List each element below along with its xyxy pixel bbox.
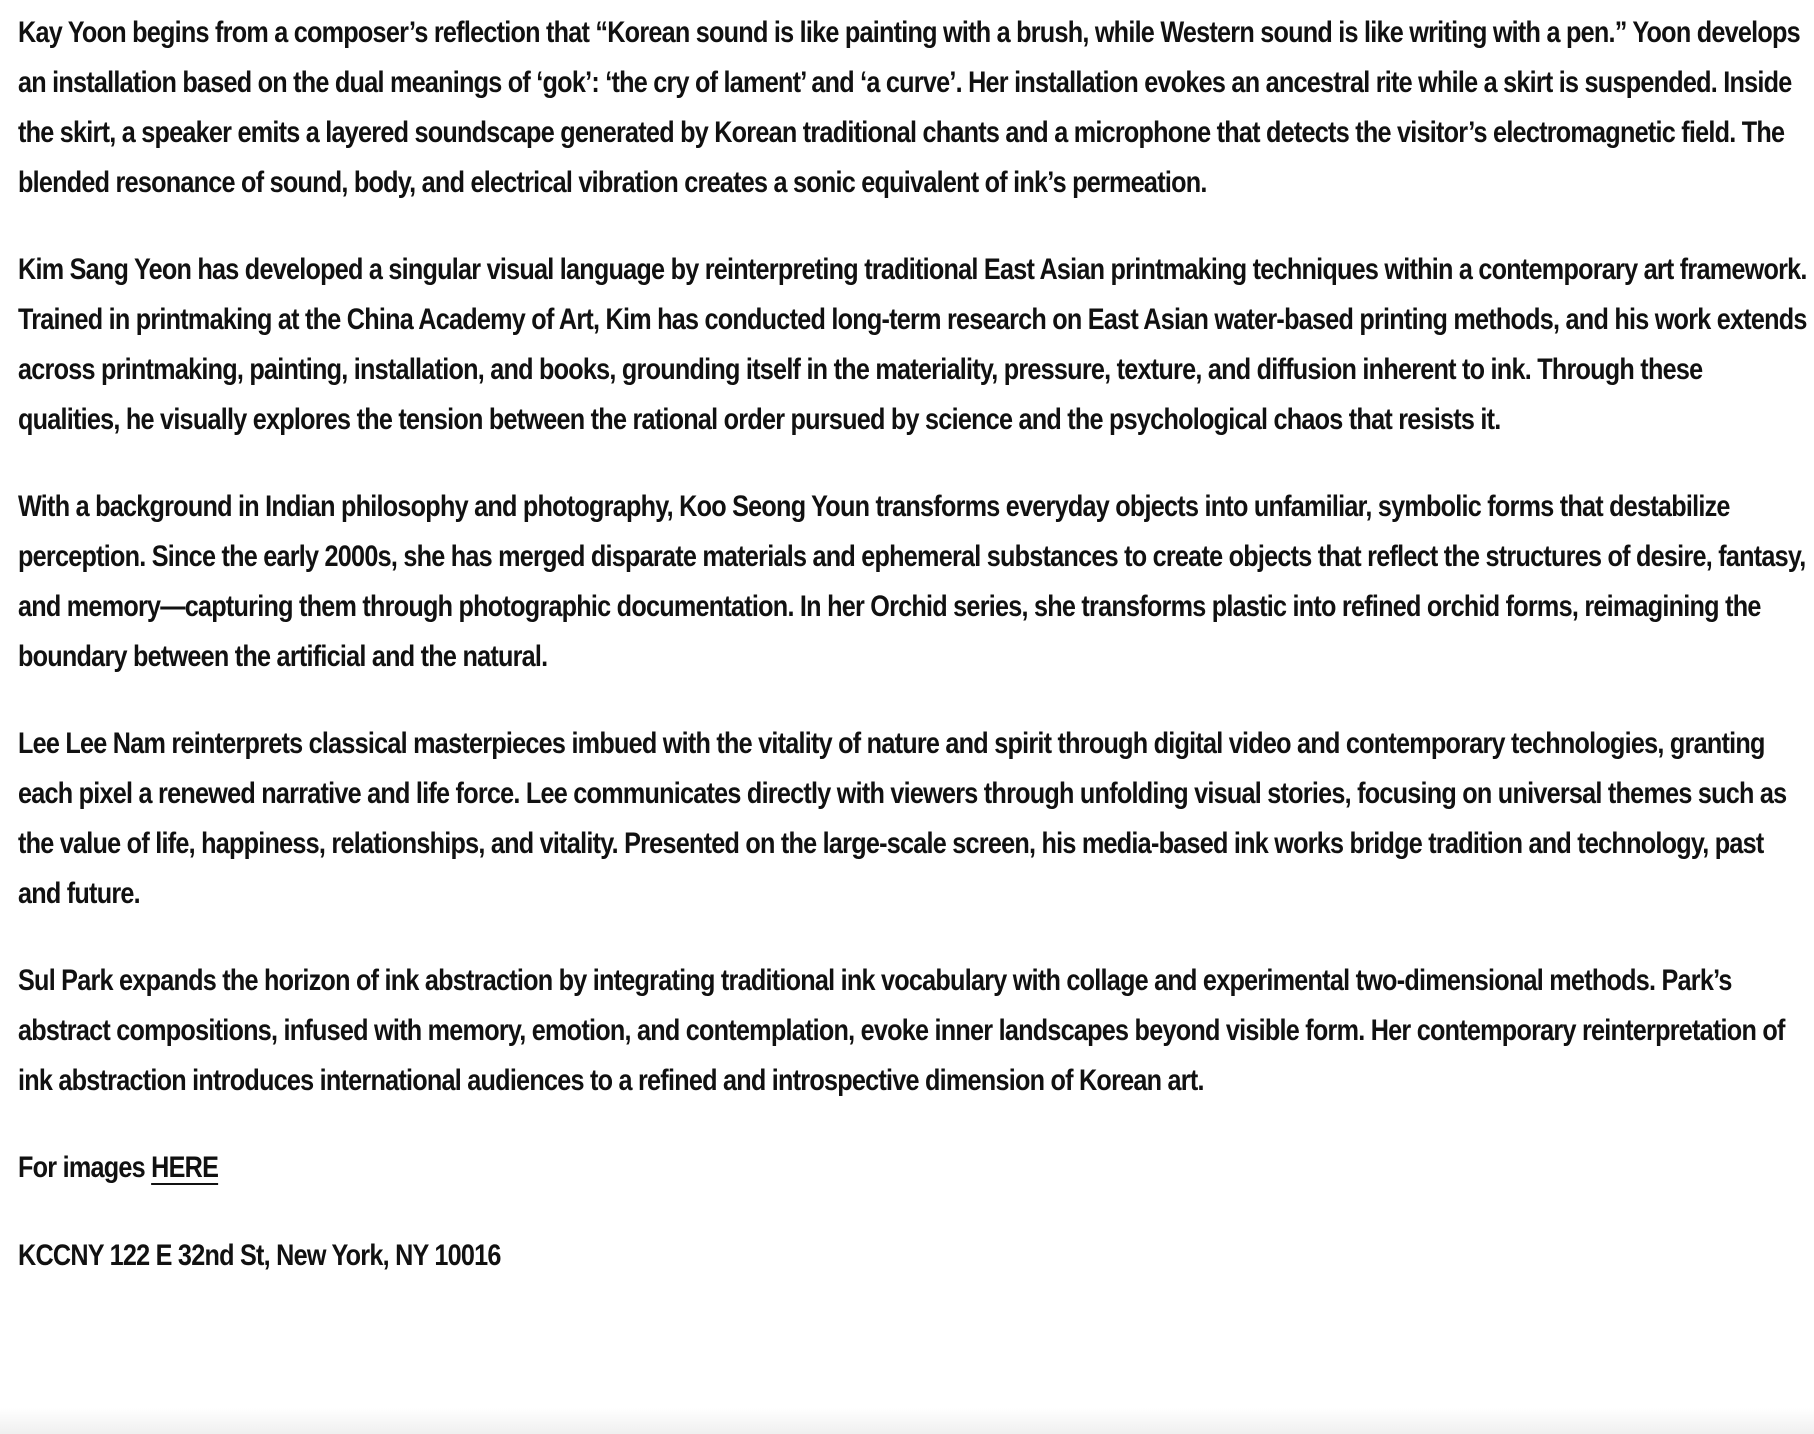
- paragraph-koo-seong-youn: With a background in Indian philosophy and photography, Koo Seong Youn transforms everyday objects into unfamiliar, symbolic forms that destabilize perception. Since the early 2000s, she has merged disparate materials and ephemeral substances to create objects that reflect the structures of desire, fantasy, and memory—capturing them through photographic documentation. In her Orchid series, she transforms plastic into refined orchid forms, reimagining the boundary between the artificial and the natural.: [18, 490, 1806, 673]
- images-here-link[interactable]: HERE: [151, 1151, 219, 1184]
- article-body: [18, 8, 1807, 1281]
- paragraph-kim-sang-yeon: Kim Sang Yeon has developed a singular visual language by reinterpreting traditional East Asian printmaking techniques within a contemporary art framework. Trained in printmaking at the China Academy of Art, Kim has conducted long-term research on East Asian water-based printing methods, and his work extends across printmaking, painting, installation, and books, grounding itself in the materiality, pressure, texture, and diffusion inherent to ink. Through these qualities, he visually explores the tension between the rational order pursued by science and the psychological chaos that resists it.: [18, 253, 1807, 436]
- paragraph-sul-park: Sul Park expands the horizon of ink abstraction by integrating traditional ink vocabulary with collage and experimental two-dimensional methods. Park’s abstract compositions, infused with memory, emotion, and contemplation, evoke inner landscapes beyond visible form. Her contemporary reinterpretation of ink abstraction introduces international audiences to a refined and introspective dimension of Korean art.: [18, 964, 1785, 1097]
- address: KCCNY 122 E 32nd St, New York, NY 10016: [18, 1239, 501, 1272]
- bottom-edge-shadow: [0, 1408, 1814, 1434]
- images-prefix: For images: [18, 1151, 152, 1184]
- images-line: [18, 1143, 1807, 1193]
- paragraph-kay-yoon: Kay Yoon begins from a composer’s reflection that “Korean sound is like painting with a brush, while Western sound is like writing with a pen.” Yoon develops an installation based on the dual meanings of ‘gok’: ‘the cry of lament’ and ‘a curve’. Her installation evokes an ancestral rite while a skirt is suspended. Inside the skirt, a speaker emits a layered soundscape generated by Korean traditional chants and a microphone that detects the visitor’s electromagnetic field. The blended resonance of sound, body, and electrical vibration creates a sonic equivalent of ink’s permeation.: [18, 16, 1800, 199]
- paragraph-lee-lee-nam: Lee Lee Nam reinterprets classical masterpieces imbued with the vitality of nature and spirit through digital video and contemporary technologies, granting each pixel a renewed narrative and life force. Lee communicates directly with viewers through unfolding visual stories, focusing on universal themes such as the value of life, happiness, relationships, and vitality. Presented on the large-scale screen, his media-based ink works bridge tradition and technology, past and future.: [18, 727, 1787, 910]
